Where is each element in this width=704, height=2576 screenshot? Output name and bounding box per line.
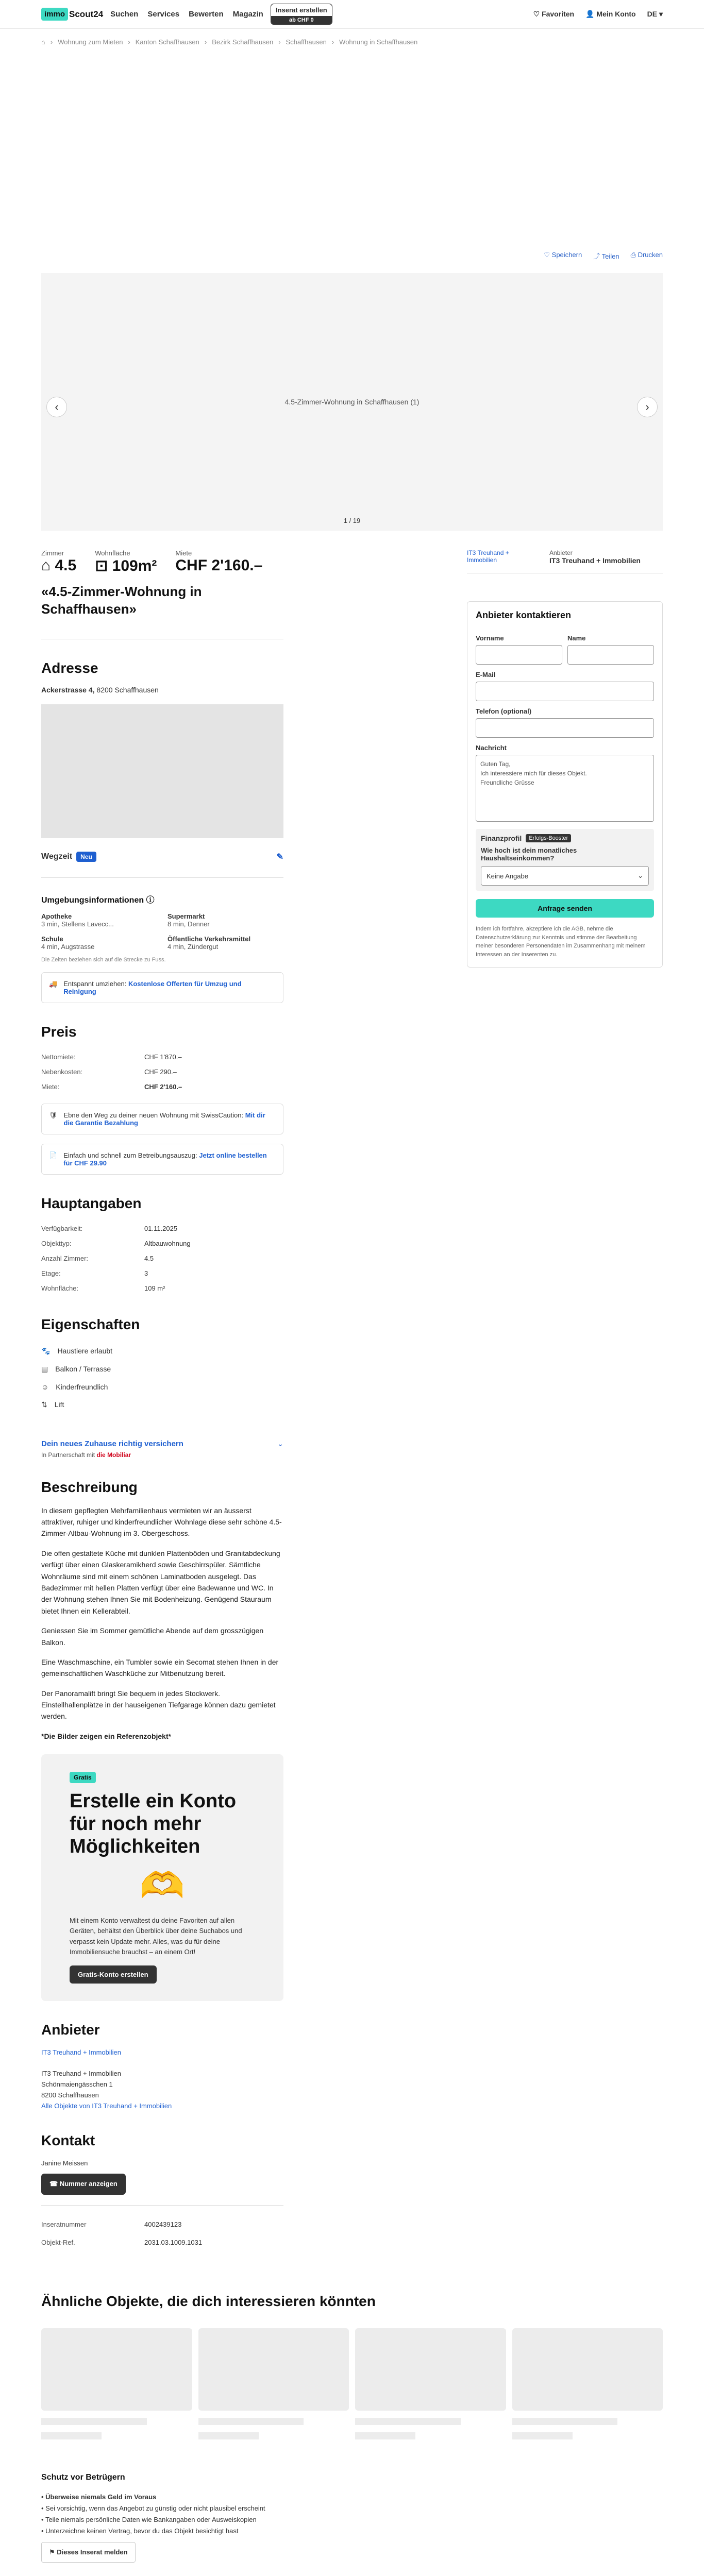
favorites-link[interactable] (533, 10, 574, 19)
swisscaution-promo[interactable]: 🛡 Ebne den Weg zu deiner neuen Wohnung mit SwissCaution: Mit dir die Garantie Bezahlung (41, 1104, 283, 1134)
chevron-down-icon[interactable]: ⌄ (277, 1439, 283, 1448)
send-inquiry-button[interactable]: Anfrage senden (476, 899, 654, 918)
travel-time[interactable] (41, 852, 283, 862)
site-header (0, 0, 704, 29)
provider-logo[interactable]: IT3 Treuhand + Immobilien (41, 2048, 121, 2056)
info-row: Verfügbarkeit: 01.11.2025 (41, 1224, 178, 1232)
shield-icon: 🛡 (49, 1111, 58, 1119)
favorites-label: Favoriten (542, 10, 575, 18)
chevron-left-icon[interactable]: ‹ (46, 397, 67, 417)
info-row: Anzahl Zimmer: 4.5 (41, 1254, 154, 1262)
feature-item: ⇅ Lift (41, 1400, 64, 1409)
register-text: Mit einem Konto verwaltest du deine Favoriten auf allen Geräten, behältst den Überblick über deine Suchabos und verpasst kein Update mehr. Alles, was du für deine Immobiliensuche brauchst – an einem Ort! (70, 1917, 242, 1956)
booster-badge: Erfolgs-Booster (526, 834, 571, 842)
fact-label: Miete (175, 549, 192, 557)
main-nav (110, 10, 263, 19)
logo[interactable] (41, 8, 103, 21)
chevron-right-icon[interactable]: › (637, 397, 658, 417)
logo-immo: immo (41, 8, 68, 21)
phone-field[interactable] (476, 718, 654, 738)
feature-item: ▤ Balkon / Terrasse (41, 1364, 111, 1374)
first-name-input[interactable] (476, 645, 562, 665)
description-heading: Beschreibung (41, 1479, 138, 1495)
feature-item: ☺ Kinderfreundlich (41, 1382, 108, 1391)
heart-icon: ♡ (533, 10, 540, 18)
similar-card[interactable] (41, 2328, 192, 2439)
main-info-heading: Hauptangaben (41, 1195, 142, 1211)
features-heading: Eigenschaften (41, 1316, 140, 1332)
truck-icon: 🚚 (49, 979, 58, 988)
share-button[interactable]: ⤴ Teilen (593, 252, 619, 260)
similar-listings (41, 2328, 663, 2439)
form-title: Anbieter kontaktieren (476, 610, 572, 620)
print-button[interactable]: ⎙ Drucken (630, 251, 663, 259)
new-badge: Neu (76, 852, 96, 862)
nav-services[interactable]: Services (147, 10, 180, 19)
register-title: Erstelle ein Konto für noch mehr Möglichkeiten (70, 1790, 237, 1857)
similar-card[interactable] (355, 2328, 506, 2439)
legal-note: Indem ich fortfahre, akzeptiere ich die AGB, nehme die Datenschutzerklärung zur Kenntnis und stimme der Bearbeitung meiner besonderen Personendaten im Zusammenhang mit meinem Interessen an der Inserenten zu. (476, 926, 646, 958)
finance-profile: Finanzprofil Erfolgs-Booster Wie hoch ist dein monatliches Haushaltseinkommen? Keine Angabe ⌄ (476, 829, 654, 891)
contact-info: Janine Meissen ☎ Nummer anzeigen Inseratnummer 4002439123 Objekt-Ref. 2031.03.1009.1031 (41, 2158, 283, 2252)
elevator-icon: ⇅ (41, 1400, 47, 1409)
order-link[interactable]: Jetzt online bestellen für CHF 29.90 (63, 1151, 267, 1167)
price-row: Nebenkosten: CHF 290.– (41, 1067, 177, 1076)
fact-area (95, 549, 157, 575)
travel-time-label: Wegzeit (41, 852, 73, 861)
moving-promo[interactable]: 🚚 Entspannt umziehen: Kostenlose Offerten für Umzug und Reinigung (41, 972, 283, 1003)
nav-bewerten[interactable]: Bewerten (189, 10, 224, 19)
crumb-4[interactable]: Schaffhausen (286, 38, 327, 46)
poi-pharmacy: Apotheke 3 min, Stellens Lavecc... (41, 912, 114, 928)
contact-heading: Kontakt (41, 2132, 95, 2148)
address (41, 686, 283, 694)
fact-value: CHF 2'160.– (175, 557, 263, 574)
create-listing-button[interactable] (271, 4, 332, 25)
poi-supermarket: Supermarkt 8 min, Denner (167, 912, 210, 928)
account-link[interactable] (585, 10, 636, 19)
provider-heading: Anbieter (41, 2021, 100, 2038)
provider-name: IT3 Treuhand + Immobilien (549, 556, 641, 565)
provider-info: IT3 Treuhand + Immobilien IT3 Treuhand + Immobilien Schönmaiengässchen 1 8200 Schaffhausen Alle Objekte von IT3 Treuhand + Immobilien (41, 2048, 172, 2110)
features-list (41, 1342, 283, 1414)
child-icon: ☺ (41, 1382, 49, 1391)
surroundings-grid (41, 912, 283, 951)
moving-offer-link[interactable]: Kostenlose Offerten für Umzug und Reinigung (63, 979, 242, 995)
image-gallery[interactable] (41, 273, 663, 531)
info-row: Objekttyp: Altbauwohnung (41, 1239, 191, 1247)
mobiliar-logo: die Mobiliar (96, 1451, 131, 1459)
share-label: Teilen (601, 252, 619, 260)
fact-rooms (41, 549, 76, 575)
listing-actions (41, 55, 663, 273)
insurance-title: Dein neues Zuhause richtig versichern (41, 1439, 183, 1448)
paw-icon: 🐾 (41, 1346, 51, 1355)
language-label: DE (647, 10, 658, 18)
message-textarea[interactable]: Guten Tag, Ich interessiere mich für dieses Objekt. Freundliche Grüsse (476, 755, 654, 822)
guarantee-link[interactable]: Mit dir die Garantie Bezahlung (63, 1111, 265, 1127)
address-city: 8200 Schaffhausen (96, 685, 159, 694)
fact-label: Wohnfläche (95, 549, 130, 557)
main-column (41, 541, 283, 2252)
similar-heading: Ähnliche Objekte, die dich interessieren könnten (41, 2293, 376, 2309)
save-label: Speichern (551, 251, 582, 259)
scam-protection: Schutz vor Betrügern • Überweise niemals Geld im Voraus • Sei vorsichtig, wenn das Angebot zu günstig oder nicht plausibel erscheint • Teile niemals persönliche Daten wie Bankangaben oder Ausweiskopien • Unterzeichne keinen Vertrag, bevor du das Objekt besichtigt hast ⚑ Dieses Inserat melden (41, 2470, 663, 2563)
map[interactable] (41, 704, 283, 838)
cta-price: ab CHF 0 (271, 16, 332, 24)
nav-suchen[interactable]: Suchen (110, 10, 139, 19)
contact-name: Janine Meissen (41, 2159, 88, 2167)
description: In diesem gepflegten Mehrfamilienhaus vermieten wir an äusserst attraktiver, ruhiger und kinderfreundlicher Wohnlage diese sehr schöne 4.5-Zimmer-Altbau-Wohnung im 3. Obergeschoss. Die offen gestaltete Küche mit dunklen Plattenböden und Granitabdeckung verfügt über einen Glaskeramikherd sowie Geschirrspüler. Sämtliche Wohnräume sind mit einem schönen Laminatboden ausgelegt. Das Badezimmer mit hellen Platten verfügt über eine Badewanne und WC. In der Wohnung stehen Ihnen Sie mit Bodenheizung. Genügend Stauraum bietet Ihnen ein Kellerabteil. Geniessen Sie im Sommer gemütliche Abende auf dem grosszügigen Balkon. Eine Waschmaschine, ein Tumbler sowie ein Secomat stehen Ihnen in der gemeinschaftlichen Waschküche zur Mitbenutzung bereit. Der Panoramalift bringt Sie bequem in jedes Stockwerk. Einstellhallenplätze in der hauseigenen Tiefgarage können dazu gemietet werden. *Die Bilder zeigen ein Referenzobjekt* (41, 1506, 282, 1740)
register-teaser (41, 1754, 283, 2001)
crumb-1[interactable]: Wohnung zum Mieten (58, 38, 123, 46)
gallery-image-alt: 4.5-Zimmer-Wohnung in Schaffhausen (1) (284, 398, 420, 406)
info-icon[interactable]: ⓘ (146, 895, 155, 905)
fact-value: 109m² (112, 557, 157, 574)
fact-value: 4.5 (55, 557, 77, 574)
sidebar (467, 541, 663, 2252)
email-field[interactable] (476, 682, 654, 701)
gratis-badge: Gratis (70, 1772, 96, 1783)
provider-logo[interactable]: IT3 Treuhand + Immobilien (467, 549, 509, 564)
report-listing-button[interactable]: ⚑ Dieses Inserat melden (41, 2542, 136, 2563)
flag-icon: ⚑ (49, 2548, 55, 2556)
crumb-2[interactable]: Kanton Schaffhausen (135, 38, 199, 46)
price-row: Miete: CHF 2'160.– (41, 1082, 182, 1091)
breadcrumb: ⌂ › Wohnung zum Mieten › Kanton Schaffhausen › Bezirk Schaffhausen › Schaffhausen › Wohnung in Schaffhausen (41, 38, 418, 46)
info-row: Etage: 3 (41, 1269, 148, 1277)
last-name-input[interactable] (567, 645, 654, 665)
show-number-button[interactable]: ☎ Nummer anzeigen (41, 2174, 126, 2195)
home-icon: ⌂ (41, 557, 51, 574)
info-row: Wohnfläche: 109 m² (41, 1284, 165, 1292)
crumb-3[interactable]: Bezirk Schaffhausen (212, 38, 274, 46)
debt-record-promo[interactable]: 📄 Einfach und schnell zum Betreibungsauszug: Jetzt online bestellen für CHF 29.90 (41, 1144, 283, 1175)
cta-label: Inserat erstellen (275, 6, 327, 14)
contact-form: Anbieter kontaktieren Vorname Name E-Mail Telefon (optional) Nachricht Guten Tag, Ich interessiere mich für dieses Objekt. Freundliche Grüsse Finanzprofil Erfolgs-Booster Wie hoch ist dein monatliches Haushaltseinkommen? Keine Angabe ⌄ Anfrage senden Indem ich fortfahre, akzeptiere ich die AGB, nehme die Datenschutzerklärung zur Kenntnis und stimme der Bearbeitung meiner besonderen Personendaten im Zusammenhang mit meinem Interessen an der Inserenten zu. (467, 601, 663, 968)
chevron-down-icon: ⌄ (638, 872, 643, 879)
main-info-table (41, 1221, 283, 1296)
insurance-teaser[interactable]: Dein neues Zuhause richtig versichern In Partnerschaft mit die Mobiliar ⌄ (41, 1439, 283, 1459)
poi-transport: Öffentliche Verkehrsmittel 4 min, Zündergut (167, 935, 251, 951)
surroundings-heading: Umgebungsinformationen ⓘ (41, 895, 155, 905)
account-label: Mein Konto (596, 10, 636, 18)
poi-school: Schule 4 min, Augstrasse (41, 935, 95, 951)
language-select[interactable]: DE ▾ (647, 10, 663, 18)
create-account-button[interactable]: Gratis-Konto erstellen (70, 1965, 157, 1984)
save-button[interactable]: ♡ Speichern (544, 251, 582, 259)
user-icon: 👤 (585, 10, 595, 18)
all-objects-link[interactable]: Alle Objekte von IT3 Treuhand + Immobilien (41, 2102, 172, 2110)
surroundings-note: Die Zeiten beziehen sich auf die Strecke zu Fuss. (41, 956, 166, 963)
address-heading: Adresse (41, 659, 98, 676)
similar-card[interactable] (512, 2328, 663, 2439)
nav-magazin[interactable]: Magazin (232, 10, 263, 19)
balcony-icon: ▤ (41, 1364, 48, 1373)
price-row: Nettomiete: CHF 1'870.– (41, 1053, 182, 1061)
feature-item: 🐾 Haustiere erlaubt (41, 1346, 113, 1355)
fact-label: Zimmer (41, 549, 64, 557)
sidebar-provider: IT3 Treuhand + Immobilien Anbieter IT3 Treuhand + Immobilien (467, 541, 663, 573)
price-heading: Preis (41, 1023, 77, 1040)
document-icon: 📄 (49, 1151, 58, 1159)
similar-card[interactable] (198, 2328, 349, 2439)
hands-heart-icon: 🫶 (140, 1866, 185, 1906)
crumb-5[interactable]: Wohnung in Schaffhausen (339, 38, 418, 46)
fact-rent (175, 549, 262, 575)
listing-title: «4.5-Zimmer-Wohnung in Schaffhausen» (41, 583, 283, 639)
key-facts (41, 541, 283, 583)
area-icon: ⊡ (95, 557, 108, 574)
edit-icon[interactable]: ✎ (276, 852, 283, 861)
print-label: Drucken (638, 251, 663, 259)
logo-scout24: Scout24 (69, 9, 104, 19)
home-icon[interactable]: ⌂ (41, 38, 45, 46)
income-select[interactable]: Keine Angabe ⌄ (481, 866, 649, 886)
address-street: Ackerstrasse 4, (41, 685, 95, 694)
gallery-counter: 1 / 19 (343, 517, 361, 524)
price-table (41, 1049, 283, 1094)
